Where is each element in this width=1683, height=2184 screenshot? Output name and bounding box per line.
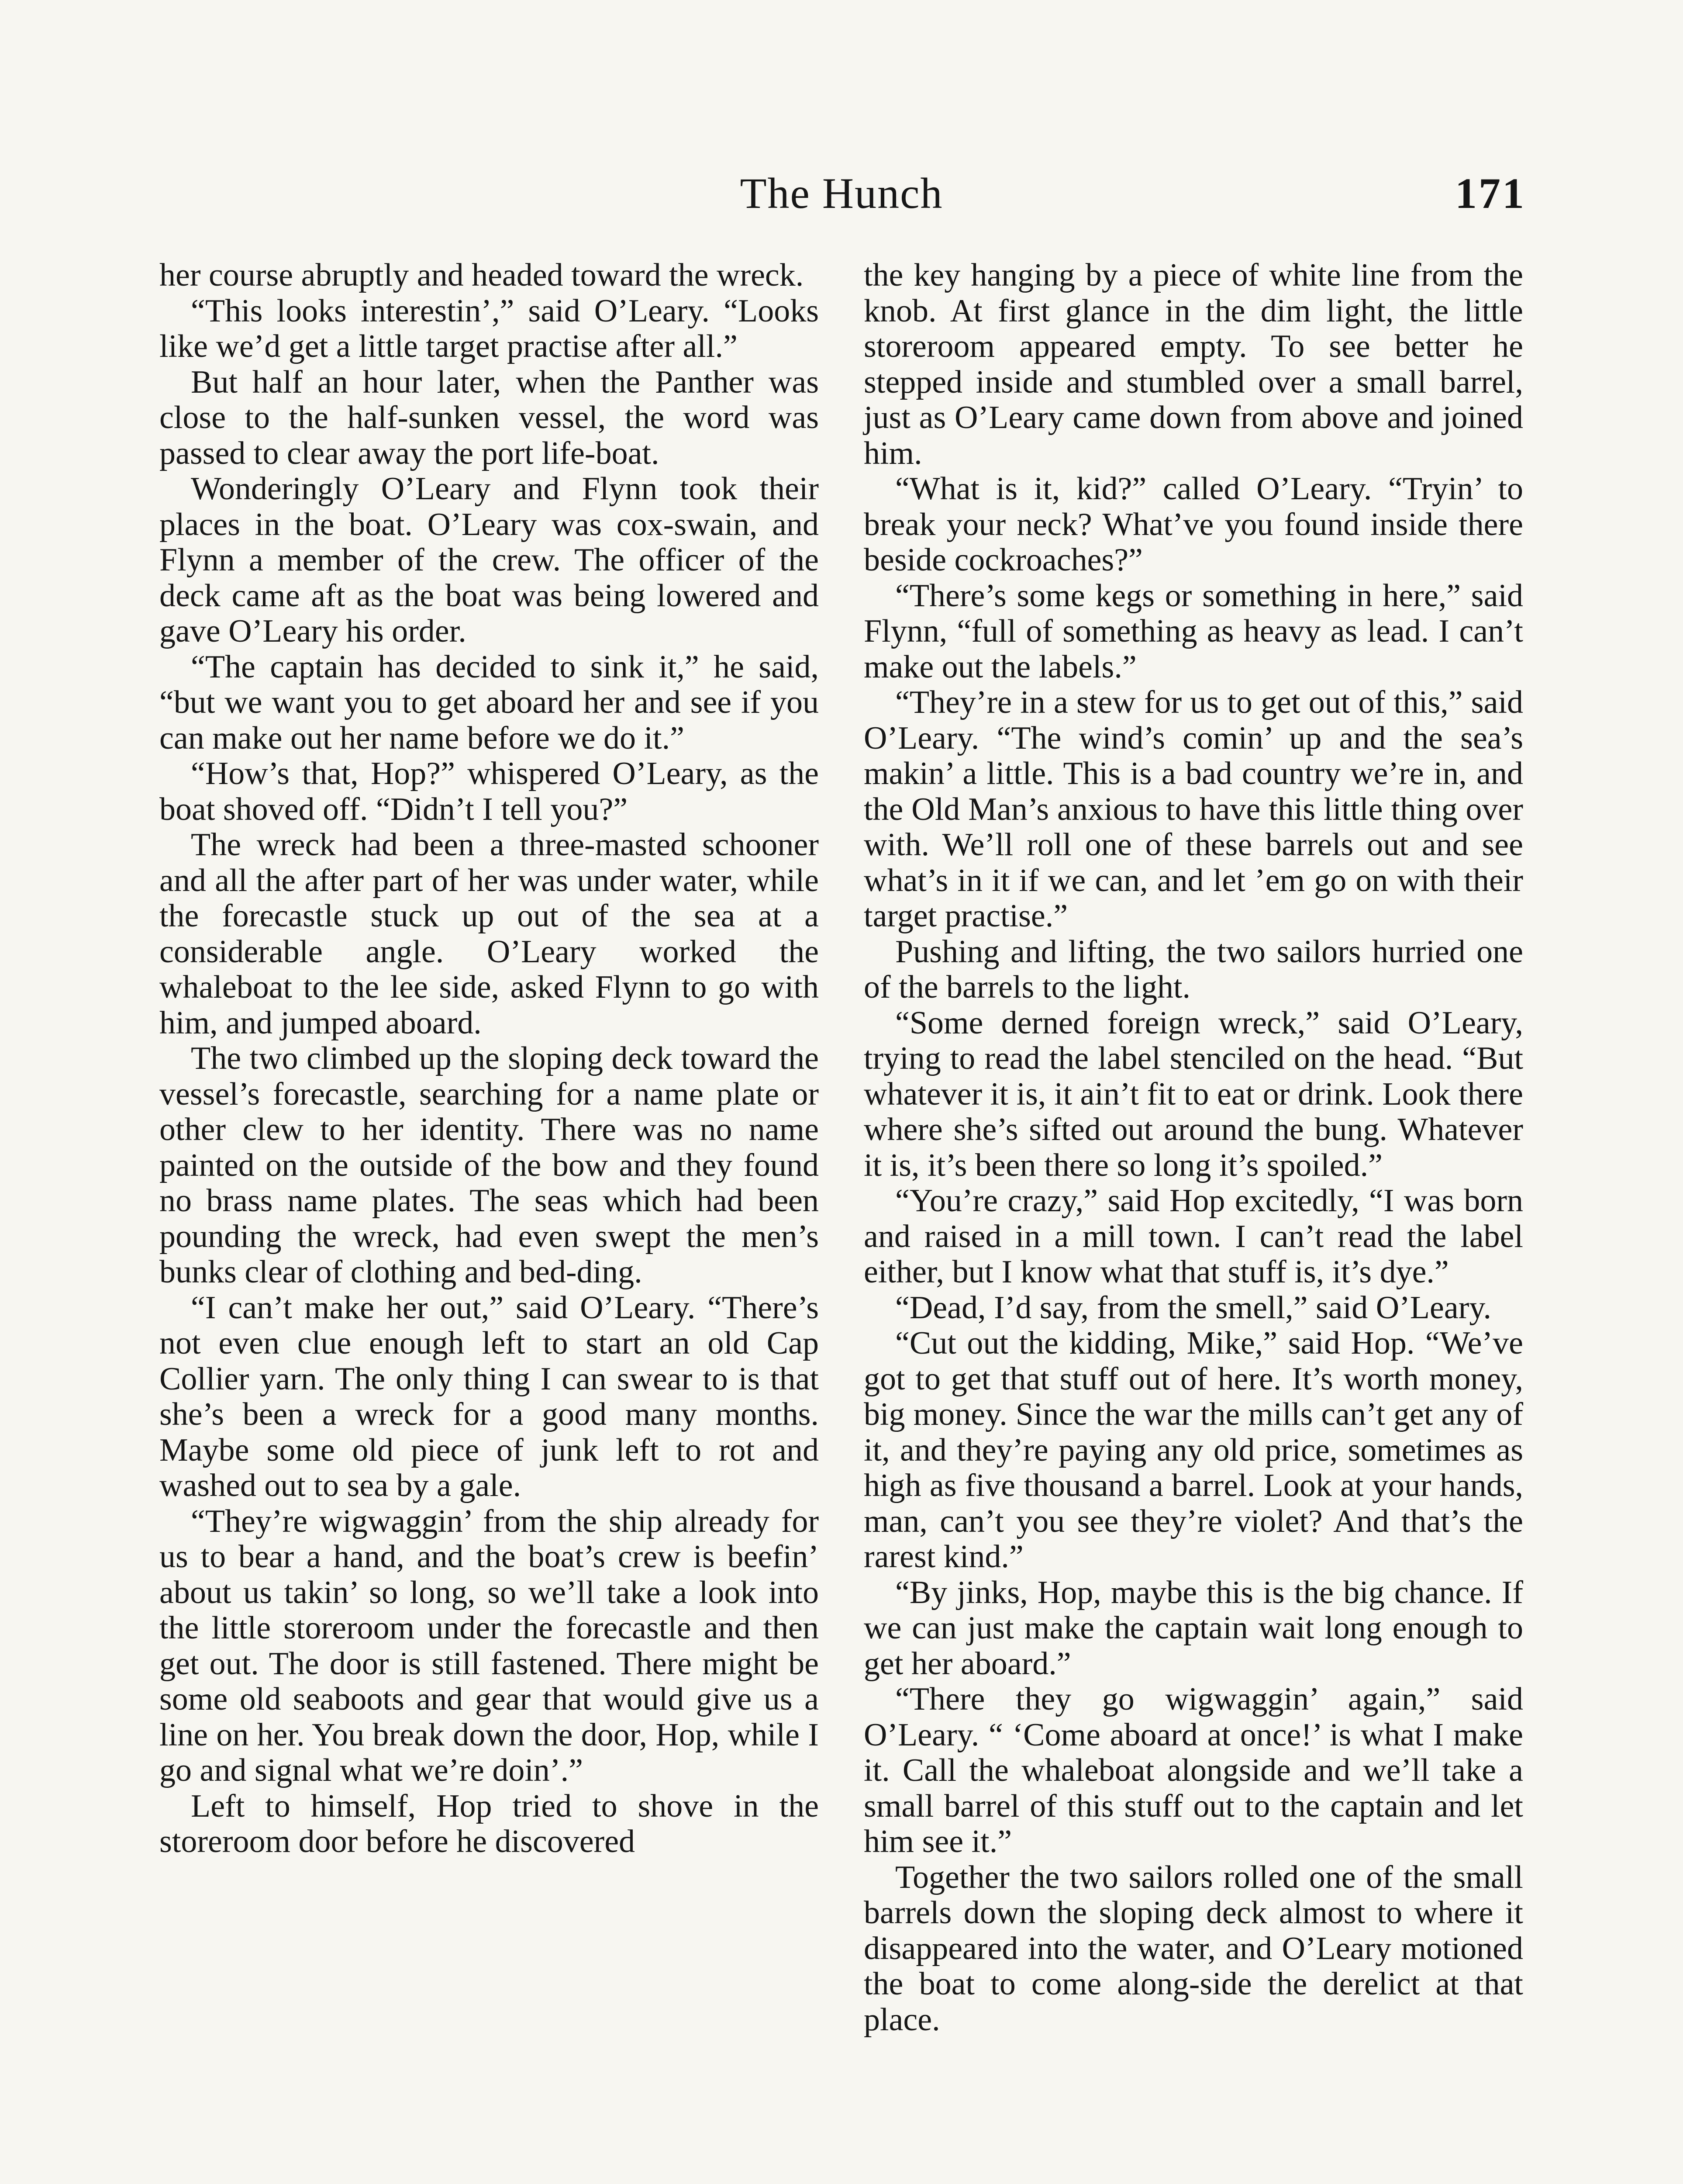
paragraph: “Cut out the kidding, Mike,” said Hop. “We’ve got to get that stuff out of here. It’s worth money, big money. Since the war the mills can’t get any of it, and they’re paying any old price, sometimes as high as five thousand a barrel. Look at your hands, man, can’t you see they’re violet? And that’s the rarest kind.”	[864, 1325, 1523, 1575]
paragraph: “Dead, I’d say, from the smell,” said O’Leary.	[895, 1289, 1492, 1326]
paragraph: Wonderingly O’Leary and Flynn took their places in the boat. O’Leary was cox-swain, and Flynn a member of the crew. The officer of the deck came aft as the boat was being lowered and gave O’Leary his order.	[159, 471, 819, 649]
paragraph: “There they go wigwaggin’ again,” said O’Leary. “ ‘Come aboard at once!’ is what I make it. Call the whaleboat alongside and we’ll take a small barrel of this stuff out to the captain and let him see it.”	[864, 1681, 1523, 1859]
paragraph: Together the two sailors rolled one of the small barrels down the sloping deck almost to where it disappeared into the water, and O’Leary motioned the boat to come along-side the derelict at that place.	[864, 1859, 1523, 2038]
paragraph: “Some derned foreign wreck,” said O’Leary, trying to read the label stenciled on the head. “But whatever it is, it ain’t fit to eat or drink. Look there where she’s sifted out around the bung. Whatever it is, it’s been there so long it’s spoiled.”	[864, 1005, 1523, 1183]
left-column	[159, 258, 819, 1860]
paragraph: the key hanging by a piece of white line from the knob. At first glance in the dim light, the little storeroom appeared empty. To see better he stepped inside and stumbled over a small barrel, just as O’Leary came down from above and joined him.	[864, 257, 1523, 471]
paragraph: The two climbed up the sloping deck toward the vessel’s forecastle, searching for a name plate or other clew to her identity. There was no name painted on the outside of the bow and they found no brass name plates. The seas which had been pounding the wreck, had even swept the men’s bunks clear of clothing and bed-ding.	[159, 1040, 819, 1290]
right-column	[864, 258, 1523, 2038]
paragraph: “I can’t make her out,” said O’Leary. “There’s not even clue enough left to start an old Cap Collier yarn. The only thing I can swear to is that she’s been a wreck for a good many months. Maybe some old piece of junk left to rot and washed out to sea by a gale.	[159, 1289, 819, 1503]
paragraph: “They’re in a stew for us to get out of this,” said O’Leary. “The wind’s comin’ up and the sea’s makin’ a little. This is a bad country we’re in, and the Old Man’s anxious to have this little thing over with. We’ll roll one of these barrels out and see what’s in it if we can, and let ’em go on with their target practise.”	[864, 684, 1523, 934]
paragraph: “The captain has decided to sink it,” he said, “but we want you to get aboard her and see if you can make out her name before we do it.”	[159, 649, 819, 756]
paragraph: “You’re crazy,” said Hop excitedly, “I was born and raised in a mill town. I can’t read the label either, but I know what that stuff is, it’s dye.”	[864, 1183, 1523, 1290]
paragraph: Left to himself, Hop tried to shove in the storeroom door before he discovered	[159, 1788, 819, 1859]
paragraph: “What is it, kid?” called O’Leary. “Tryin’ to break your neck? What’ve you found inside there beside cockroaches?”	[864, 471, 1523, 578]
paragraph: Pushing and lifting, the two sailors hurried one of the barrels to the light.	[864, 933, 1523, 1005]
paragraph: The wreck had been a three-masted schooner and all the after part of her was under water, while the forecastle stuck up out of the sea at a considerable angle. O’Leary worked the whaleboat to the lee side, asked Flynn to go with him, and jumped aboard.	[159, 827, 819, 1041]
paragraph: her course abruptly and headed toward the wreck.	[159, 257, 804, 293]
page-header	[0, 168, 1683, 221]
paragraph: “They’re wigwaggin’ from the ship already for us to bear a hand, and the boat’s crew is beefin’ about us takin’ so long, so we’ll take a look into the little storeroom under the forecastle and then get out. The door is still fastened. There might be some old seaboots and gear that would give us a line on her. You break down the door, Hop, while I go and signal what we’re doin’.”	[159, 1503, 819, 1788]
paragraph: But half an hour later, when the Panther was close to the half-sunken vessel, the word was passed to clear away the port life-boat.	[159, 364, 819, 471]
page-number: 171	[1455, 169, 1526, 218]
running-title: The Hunch	[740, 169, 943, 218]
paragraph: “How’s that, Hop?” whispered O’Leary, as the boat shoved off. “Didn’t I tell you?”	[159, 756, 819, 827]
paragraph: “There’s some kegs or something in here,” said Flynn, “full of something as heavy as lead. I can’t make out the labels.”	[864, 577, 1523, 685]
paragraph: “By jinks, Hop, maybe this is the big chance. If we can just make the captain wait long enough to get her aboard.”	[864, 1574, 1523, 1682]
paragraph: “This looks interestin’,” said O’Leary. “Looks like we’d get a little target practise after all.”	[159, 293, 819, 364]
